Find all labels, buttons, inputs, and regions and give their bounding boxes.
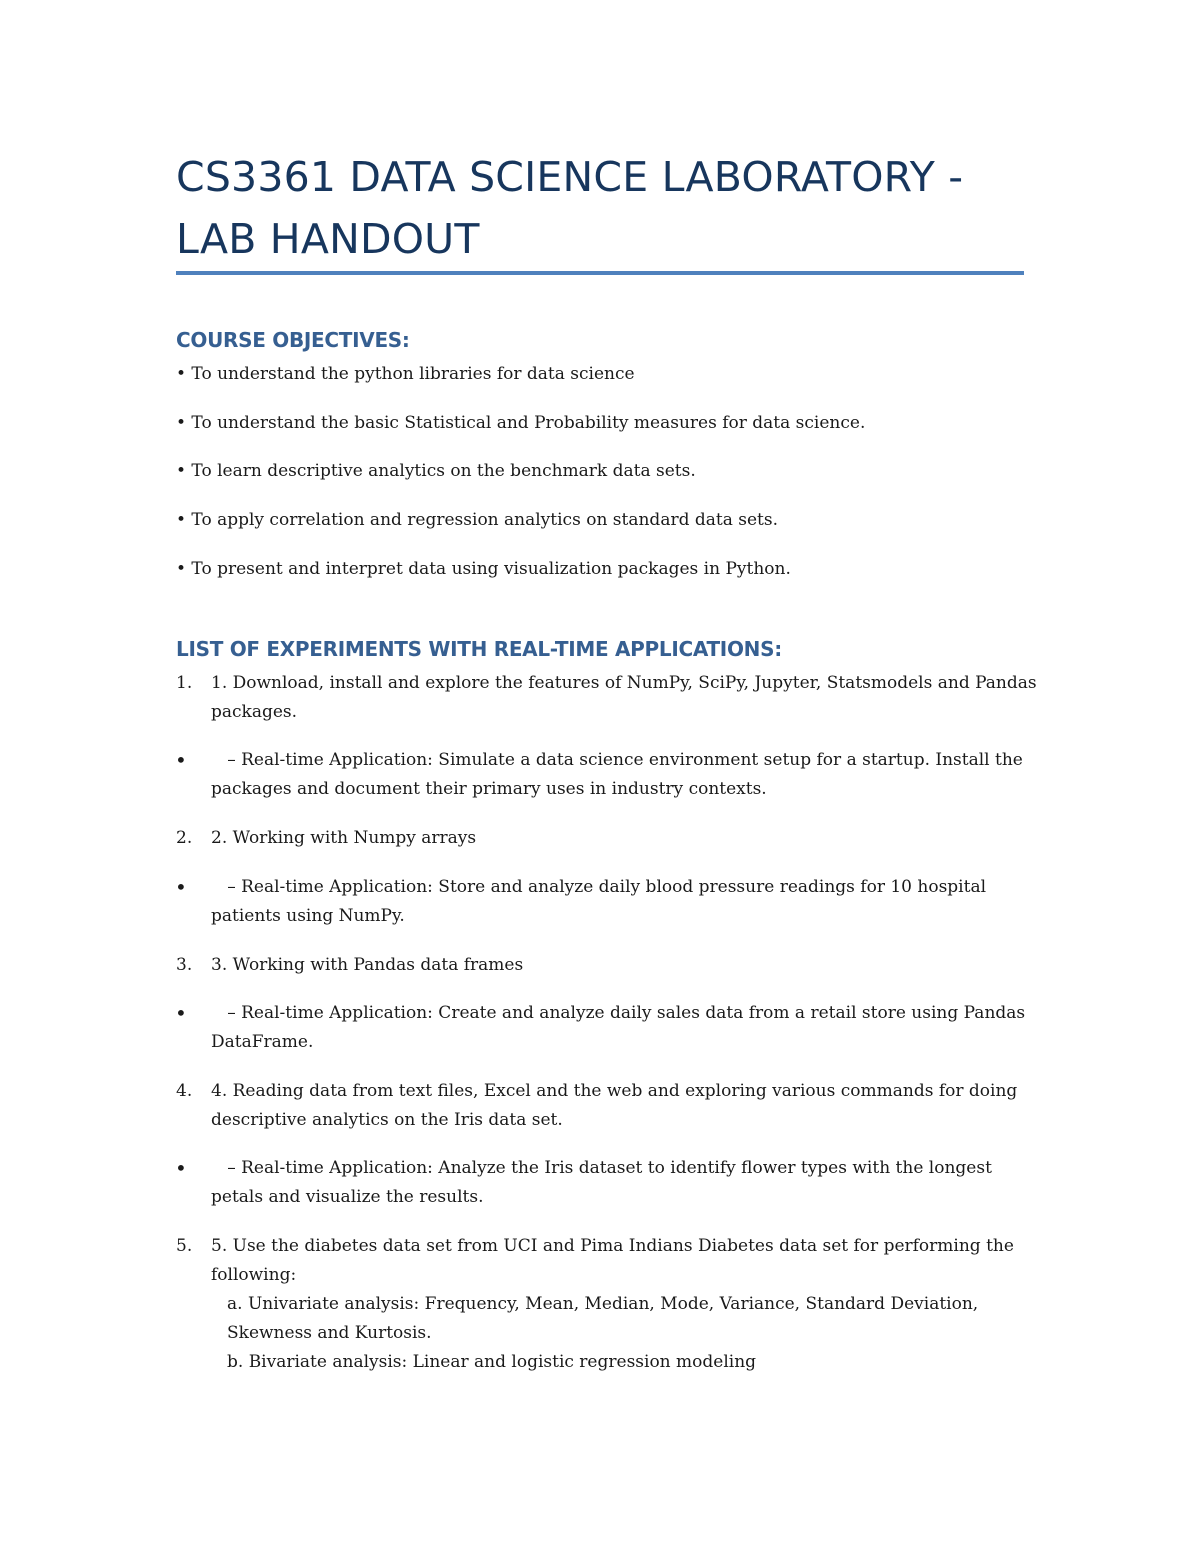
- experiment-text: 5. Use the diabetes data set from UCI and Pima Indians Diabetes data set for performing the following:: [211, 1236, 1014, 1285]
- experiment-sub-item: a. Univariate analysis: Frequency, Mean, Median, Mode, Variance, Standard Deviation, Skewness and Kurtosis.: [227, 1294, 979, 1343]
- experiment-number: 2.: [176, 828, 193, 848]
- experiment-application: – Real-time Application: Create and analyze daily sales data from a retail store using Pandas DataFrame.: [211, 1003, 1031, 1052]
- application-bullet: •: [175, 1156, 187, 1180]
- title-underline: [176, 271, 1024, 275]
- experiment-sub-item: b. Bivariate analysis: Linear and logistic regression modeling: [227, 1352, 757, 1372]
- experiment-block: [211, 1232, 1041, 1377]
- experiment-text: 2. Working with Numpy arrays: [211, 828, 477, 848]
- experiment-application: – Real-time Application: Store and analyze daily blood pressure readings for 10 hospital patients using NumPy.: [211, 877, 992, 926]
- objective-item: • To apply correlation and regression analytics on standard data sets.: [176, 510, 778, 530]
- experiments-heading: LIST OF EXPERIMENTS WITH REAL-TIME APPLICATIONS:: [176, 637, 782, 661]
- objective-item: • To present and interpret data using visualization packages in Python.: [176, 559, 791, 579]
- experiment-text: 1. Download, install and explore the features of NumPy, SciPy, Jupyter, Statsmodels and Pandas packages.: [211, 673, 1037, 722]
- experiment-text: 3. Working with Pandas data frames: [211, 955, 524, 975]
- document-title: CS3361 DATA SCIENCE LABORATORY - LAB HANDOUT: [176, 153, 964, 263]
- application-bullet: •: [175, 1001, 187, 1025]
- experiment-number: 4.: [176, 1081, 193, 1101]
- objective-item: • To learn descriptive analytics on the benchmark data sets.: [176, 461, 696, 481]
- objective-item: • To understand the python libraries for data science: [176, 364, 635, 384]
- experiment-number: 3.: [176, 955, 193, 975]
- experiment-text: 4. Reading data from text files, Excel and the web and exploring various commands for doing descriptive analytics on the Iris data set.: [211, 1081, 1018, 1130]
- application-bullet: •: [175, 875, 187, 899]
- experiment-application: – Real-time Application: Analyze the Iris dataset to identify flower types with the longest petals and visualize the results.: [211, 1158, 998, 1207]
- course-objectives-heading: COURSE OBJECTIVES:: [176, 328, 410, 352]
- objective-item: • To understand the basic Statistical and Probability measures for data science.: [176, 413, 866, 433]
- experiment-application: – Real-time Application: Simulate a data science environment setup for a startup. Install the packages and document their primary uses in industry contexts.: [211, 750, 1029, 799]
- application-bullet: •: [175, 748, 187, 772]
- experiment-number: 5.: [176, 1236, 193, 1256]
- experiment-number: 1.: [176, 673, 193, 693]
